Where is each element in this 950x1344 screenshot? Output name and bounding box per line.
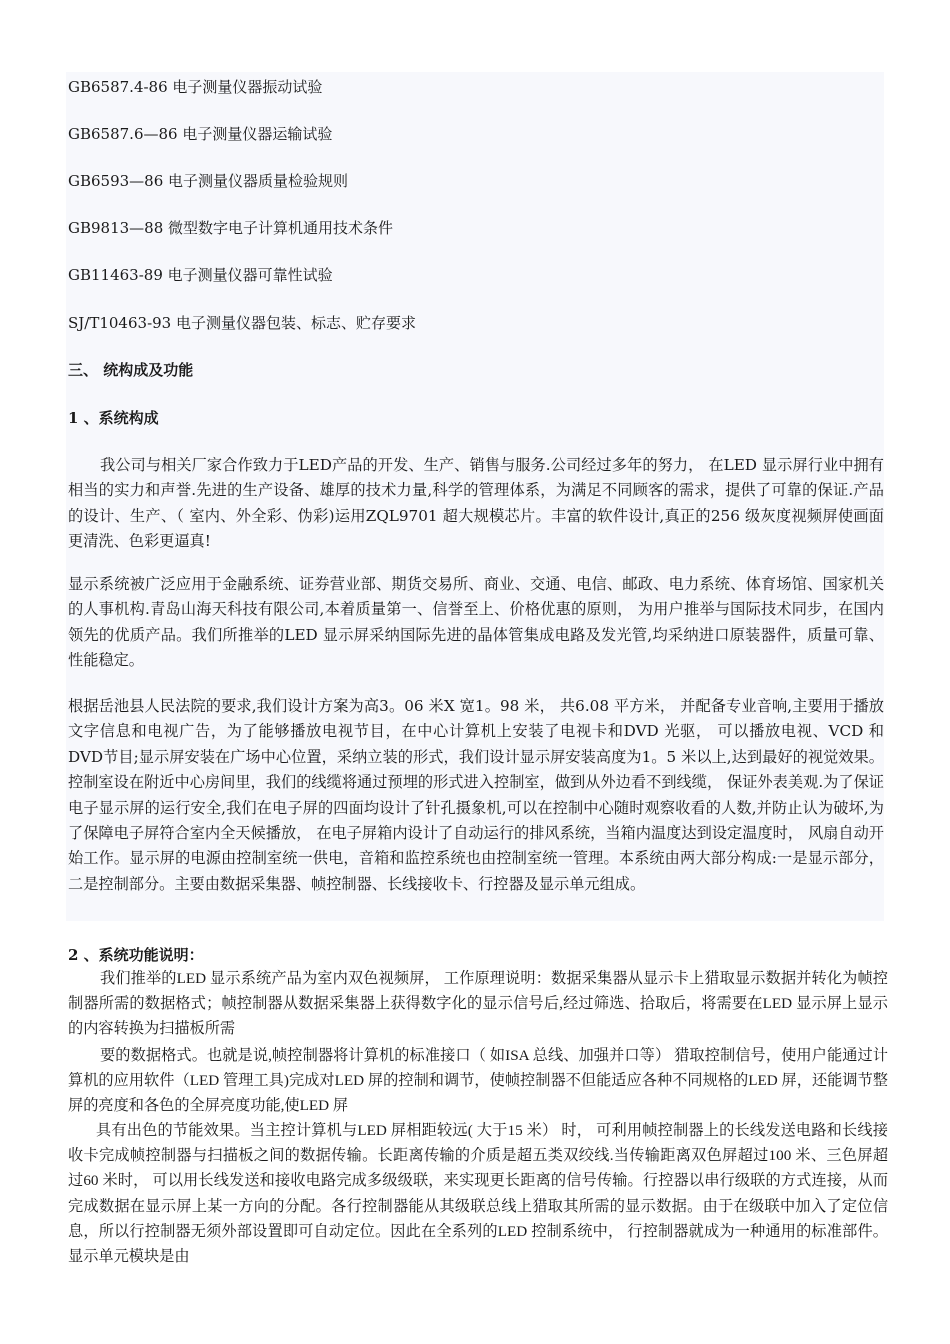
paragraph-company: 我公司与相关厂家合作致力于LED产品的开发、生产、销售与服务.公司经过多年的努力， 在LED 显示屏行业中拥有相当的实力和声誉.先进的生产设备、雄厚的技术力量,科学的管理体系，为满足不同顾客的需求，提供了可靠的保证.产品的设计、生产、（ 室内、外全彩、伪彩)运用ZQL9701 超大规模芯片。丰富的软件设计,真正的256 级灰度视频屏使画面更清洗、色彩更逼真! — [68, 456, 884, 551]
standard-item: GB6587.4-86 电子测量仪器振动试验 — [68, 78, 323, 96]
paragraph-function: 要的数据格式。也就是说,帧控制器将计算机的标准接口（ 如ISA 总线、加强并口等） 猎取控制信号，使用户能通过计算机的应用软件（LED 管理工具)完成对LED 屏的控制和调节，使帧控制器不但能适应各种不同规格的LED 屏，还能调节整屏的亮度和各色的全屏亮度功能,使LED 屏 — [68, 1047, 888, 1115]
standard-item: GB11463-89 电子测量仪器可靠性试验 — [68, 266, 333, 284]
standard-item: GB9813—88 微型数字电子计算机通用技术条件 — [68, 219, 394, 237]
paragraph-design: 根据岳池县人民法院的要求,我们设计方案为高3。06 米X 宽1。98 米， 共6.08 平方米， 并配备专业音响,主要用于播放文字信息和电视广告，为了能够播放电视节目，在中心计算机上安装了电视卡和DVD 光驱， 可以播放电视、VCD 和DVD节目;显示屏安装在广场中心位置，采纳立装的形式，我们设计显示屏安装高度为1。5 米以上,达到最好的视觉效果。控制室设在附近中心房间里，我们的线缆将通过预埋的形式进入控制室，做到从外边看不到线缆， 保证外表美观.为了保证电子显示屏的运行安全,我们在电子屏的四面均设计了针孔摄象机,可以在控制中心随时观察收看的人数,并防止认为破坏,为了保障电子屏符合室内全天候播放， 在电子屏箱内设计了自动运行的排风系统，当箱内温度达到设定温度时， 风扇自动开始工作。显示屏的电源由控制室统一供电，音箱和监控系统也由控制室统一管理。本系统由两大部分构成:一是显示部分，二是控制部分。主要由数据采集器、帧控制器、长线接收卡、行控器及显示单元组成。 — [68, 697, 884, 893]
subsection-heading: 2 、系统功能说明： — [68, 946, 204, 964]
paragraph-function: 我们推举的LED 显示系统产品为室内双色视频屏， 工作原理说明：数据采集器从显示卡上猎取显示数据并转化为帧控制器所需的数据格式；帧控制器从数据采集器上获得数字化的显示信号后,经过筛选、拾取后，将需要在LED 显示屏上显示的内容转换为扫描板所需 — [68, 970, 888, 1038]
standard-item: GB6587.6—86 电子测量仪器运输试验 — [68, 125, 333, 143]
section-heading: 三、 统构成及功能 — [68, 361, 194, 379]
paragraph-function: 具有出色的节能效果。当主控计算机与LED 屏相距较远( 大于15 米） 时， 可利用帧控制器上的长线发送电路和长线接收卡完成帧控制器与扫描板之间的数据传输。长距离传输的介质是超五类双绞线.当传输距离双色屏超过100 米、三色屏超过60 米时， 可以用长线发送和接收电路完成多级级联，来实现更长距离的信号传输。行控器以串行级联的方式连接，从而完成数据在显示屏上某一方向的分配。各行控制器能从其级联总线上猎取其所需的显示数据。由于在级联中加入了定位信息，所以行控制器无须外部设置即可自动定位。因此在全系列的LED 控制系统中， 行控制器就成为一种通用的标准部件。显示单元模块是由 — [68, 1122, 888, 1266]
standard-item: GB6593—86 电子测量仪器质量检验规则 — [68, 172, 349, 190]
paragraph-applications: 显示系统被广泛应用于金融系统、证券营业部、期货交易所、商业、交通、电信、邮政、电力系统、体育场馆、国家机关的人事机构.青岛山海天科技有限公司,本着质量第一、信誉至上、价格优惠的原则， 为用户推举与国际技术同步，在国内领先的优质产品。我们所推举的LED 显示屏采纳国际先进的晶体管集成电路及发光管,均采纳进口原装器件，质量可靠、性能稳定。 — [68, 575, 884, 670]
subsection-heading: 1 、系统构成 — [68, 409, 159, 427]
standard-item: SJ/T10463-93 电子测量仪器包装、标志、贮存要求 — [68, 314, 416, 332]
